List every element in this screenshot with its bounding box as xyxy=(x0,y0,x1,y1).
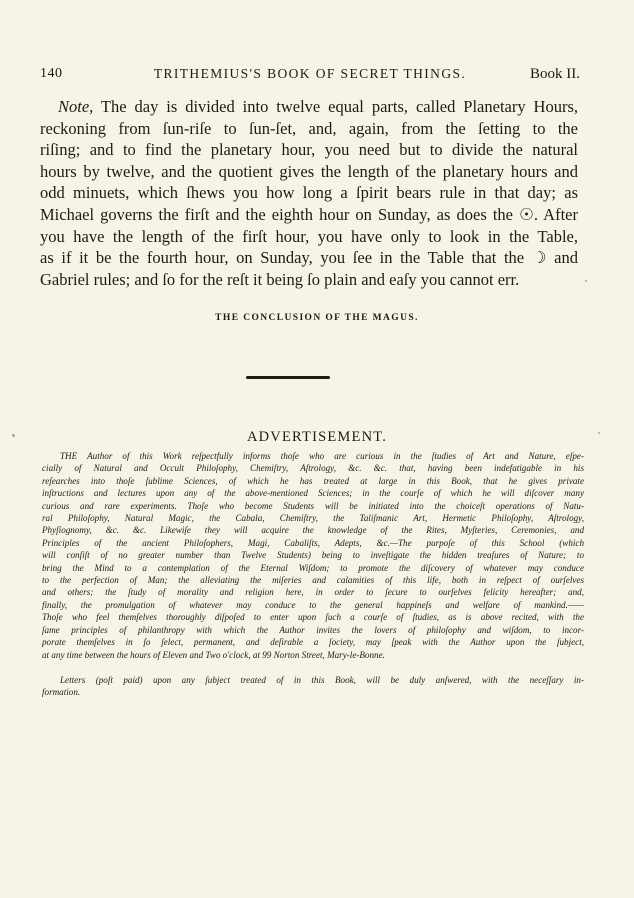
running-title: TRITHEMIUS'S BOOK OF SECRET THINGS. xyxy=(153,66,467,81)
advert-line: THE Author of this Work reſpectfully informs thoſe who are curious in the ſtudies of Art and Nature, eſpe- xyxy=(60,451,584,461)
book-label: Book II. xyxy=(530,66,580,82)
paper-speck xyxy=(585,280,587,282)
advertisement-heading: ADVERTISEMENT. xyxy=(246,429,388,445)
advert-line: and others; the ſtudy of morality and religion here, in order to ſecure to ourſelves felicity hereafter; and, xyxy=(42,587,584,598)
advert-line: Thoſe who feel themſelves thoroughly diſpoſed to enter upon ſuch a courſe of ſtudies, as is above recited, with the xyxy=(42,612,584,623)
running-header xyxy=(40,66,580,86)
note-paragraph xyxy=(40,96,578,290)
body-line: Note, The day is divided into twelve equal parts, called Planetary Hours, xyxy=(58,97,578,116)
advert-line: reſearches into thoſe ſublime Sciences, of which he has treated at large in this Book, that he gives private xyxy=(42,475,584,486)
body-line: riſing; and to find the planetary hour, you need but to divide the natural xyxy=(40,140,578,160)
advert-line: Phyſiognomy, &c. &c. Likewiſe they will acquire the knowledge of the Rites, Myſteries, Ceremonies, and xyxy=(42,525,584,536)
advert-line: ral Philoſophy, Natural Magic, the Cabala, Chemiſtry, the Taliſmanic Art, Hermetic Philoſophy, Aſtrology, xyxy=(42,513,584,524)
advert-line: curious and rare experiments. Thoſe who become Students will be initiated into the choiceſt operations of Natu- xyxy=(42,500,584,511)
advert-line: to the perfection of Man; the alleviating the miſeries and calamities of this life, both in reſpect of ourſelves xyxy=(42,575,584,586)
advert-line: will conſiſt of no greater number than Twelve Students) being to inveſtigate the hidden treaſures of Nature; to xyxy=(42,550,584,561)
letters-note xyxy=(42,674,584,699)
body-line: odd minuets, which ſhews you how long a ſpirit bears rule in that day; as xyxy=(40,183,578,203)
note-lead-word: Note, xyxy=(58,97,94,116)
section-divider xyxy=(246,376,330,379)
body-line: hours by twelve, and the quotient gives the length of the planetary hours and xyxy=(40,161,578,181)
body-line: you have the length of the firſt hour, you have only to look in the Table, xyxy=(40,226,578,246)
advert-line: at any time between the hours of Eleven and Two o'clock, at 99 Norton Street, Mary-le-Bonne. xyxy=(42,649,385,660)
paper-speck xyxy=(12,434,15,437)
conclusion-heading: THE CONCLUSION OF THE MAGUS. xyxy=(215,313,419,323)
body-line: Gabriel rules; and ſo for the reſt it being ſo plain and eaſy you cannot err. xyxy=(40,269,520,289)
advert-line: porate themſelves in ſo ſelect, permanent, and deſirable a ſociety, may ſpeak with the Author upon the ſubject, xyxy=(42,637,584,648)
body-line: reckoning from ſun-riſe to ſun-ſet, and, again, from the ſetting to the xyxy=(40,118,578,138)
advert-line: finally, the promulgation of whatever may conduce to the general happineſs and welfare of mankind.—— xyxy=(42,599,584,610)
page-number: 140 xyxy=(40,66,63,81)
body-line: as if it be the fourth hour, on Sunday, you ſee in the Table that the ☽ and xyxy=(40,248,578,268)
advert-line: ſame principles of philanthropy with which the Author invites the lovers of philoſophy and wiſdom, to incor- xyxy=(42,624,584,635)
advertisement-paragraph xyxy=(42,450,584,661)
letters-line: formation. xyxy=(42,687,81,698)
paper-speck xyxy=(598,432,600,434)
body-line: Michael governs the firſt and the eighth hour on Sunday, as does the ☉. After xyxy=(40,204,578,224)
advert-line: bring the Mind to a contemplation of the Eternal Wiſdom; to promote the diſcovery of whatever may conduce xyxy=(42,562,584,573)
advert-line: Principles of the ancient Philoſophers, Magi, Cabaliſts, Adepts, &c.—The purpoſe of this School (which xyxy=(42,537,584,548)
advert-line: cially of Natural and Occult Philoſophy, Chemiſtry, Aſtrology, &c. &c. that, having been indefatigable in his xyxy=(42,463,584,474)
advert-line: inſtructions and lectures upon any of the above-mentioned Sciences; in the courſe of which he will diſcover many xyxy=(42,488,584,499)
letters-line: Letters (poſt paid) upon any ſubject treated of in this Book, will be duly anſwered, with the neceſſary in- xyxy=(60,675,584,685)
